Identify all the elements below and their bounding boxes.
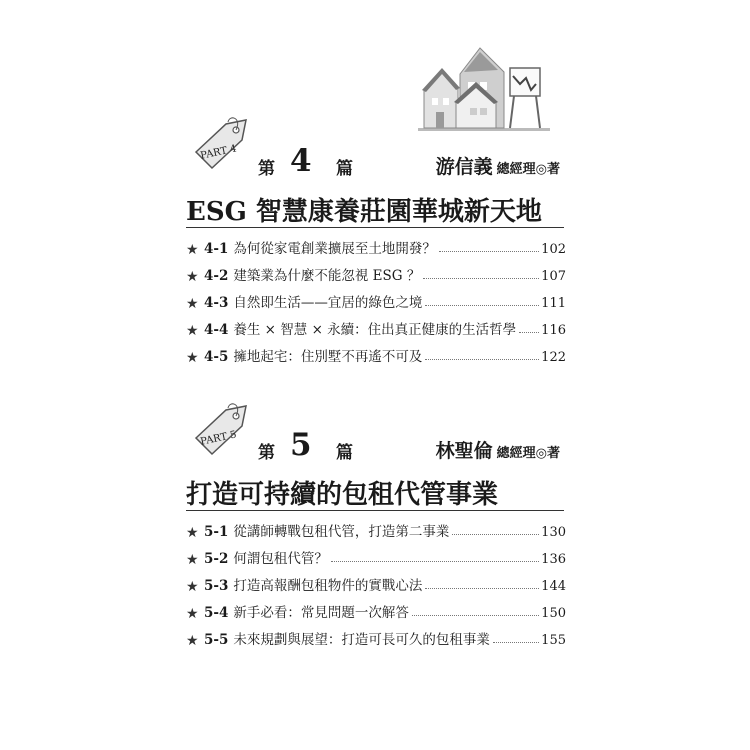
star-icon: ★ [186, 552, 199, 568]
part-title: 打造可持續的包租代管事業 [186, 480, 499, 510]
toc-entry-number: 4-1 [204, 241, 229, 257]
leader-dots [425, 305, 539, 306]
toc-entry[interactable] [186, 594, 566, 621]
toc-entry-page: 155 [541, 633, 566, 648]
toc-entry-number: 5-2 [204, 551, 229, 567]
toc-entry-page: 116 [541, 323, 566, 338]
toc-entry[interactable] [186, 338, 566, 365]
toc-entry[interactable] [186, 567, 566, 594]
chapter-prefix: 第 [258, 443, 275, 463]
leader-dots [331, 561, 539, 562]
toc-entry-number: 4-5 [204, 349, 229, 365]
toc-entry-page: 122 [541, 350, 566, 365]
star-icon: ★ [186, 242, 199, 258]
toc-entry-title: 新手必看：常見問題一次解答 [233, 605, 409, 621]
leader-dots [412, 615, 539, 616]
toc-entry-title: 建築業為什麼不能忽視 ESG ？ [233, 268, 421, 284]
toc-entry[interactable] [186, 621, 566, 648]
author-name: 林聖倫 [435, 440, 493, 462]
star-icon: ★ [186, 323, 199, 339]
toc-entry-title: 為何從家電創業擴展至土地開發？ [233, 241, 436, 257]
star-icon: ★ [186, 525, 199, 541]
author-name: 游信義 [435, 156, 493, 178]
toc-entry-title: 養生 × 智慧 × 永續：住出真正健康的生活哲學 [233, 322, 517, 338]
author [436, 436, 560, 463]
divider [186, 510, 564, 511]
toc-entry-page: 130 [541, 525, 566, 540]
toc-entry[interactable] [186, 230, 566, 257]
star-icon: ★ [186, 269, 199, 285]
toc-entry[interactable] [186, 257, 566, 284]
part-tag-label: PART 5 [199, 429, 238, 448]
toc-entry-number: 4-2 [204, 268, 229, 284]
toc-entry-title: 從講師轉戰包租代管，打造第二事業 [233, 524, 450, 540]
leader-dots [452, 534, 539, 535]
toc-entry-title: 何謂包租代管？ [233, 551, 328, 567]
chapter-prefix: 第 [258, 159, 275, 179]
toc-entry-number: 4-3 [204, 295, 229, 311]
toc-entry-page: 144 [541, 579, 566, 594]
author [436, 152, 560, 179]
leader-dots [425, 359, 539, 360]
toc-entry-number: 5-3 [204, 578, 229, 594]
toc-list [186, 513, 566, 648]
author-role: 總經理◎著 [496, 162, 560, 177]
toc-entry-page: 107 [541, 269, 566, 284]
star-icon: ★ [186, 579, 199, 595]
toc-entry-number: 5-1 [204, 524, 229, 540]
part-tag-label: PART 4 [199, 143, 238, 162]
toc-entry-title: 打造高報酬包租物件的實戰心法 [233, 578, 423, 594]
chapter-number: 4 [290, 143, 312, 179]
chapter-number: 5 [290, 427, 312, 463]
toc-entry[interactable] [186, 513, 566, 540]
author-role: 總經理◎著 [496, 446, 560, 461]
leader-dots [439, 251, 539, 252]
toc-entry-title: 擁地起宅：住別墅不再遙不可及 [233, 349, 423, 365]
leader-dots [519, 332, 539, 333]
toc-list [186, 230, 566, 365]
toc-entry-number: 5-5 [204, 632, 229, 648]
star-icon: ★ [186, 606, 199, 622]
chapter-suffix: 篇 [336, 159, 353, 179]
toc-entry-title: 自然即生活——宜居的綠色之境 [233, 295, 423, 311]
toc-entry-number: 5-4 [204, 605, 229, 621]
star-icon: ★ [186, 350, 199, 366]
toc-entry-title: 未來規劃與展望：打造可長可久的包租事業 [233, 632, 490, 648]
leader-dots [423, 278, 539, 279]
toc-entry[interactable] [186, 540, 566, 567]
price-tag-icon [190, 112, 252, 174]
chapter-suffix: 篇 [336, 443, 353, 463]
star-icon: ★ [186, 633, 199, 649]
toc-entry-page: 111 [541, 296, 566, 311]
toc-entry-page: 136 [541, 552, 566, 567]
star-icon: ★ [186, 296, 199, 312]
toc-entry-page: 150 [541, 606, 566, 621]
toc-entry[interactable] [186, 311, 566, 338]
leader-dots [425, 588, 539, 589]
part-title: ESG 智慧康養莊園華城新天地 [186, 197, 542, 227]
toc-entry-number: 4-4 [204, 322, 229, 338]
houses-chart-illustration-icon [418, 44, 550, 136]
leader-dots [493, 642, 539, 643]
price-tag-icon [190, 398, 252, 460]
toc-entry[interactable] [186, 284, 566, 311]
divider [186, 227, 564, 228]
toc-entry-page: 102 [541, 242, 566, 257]
